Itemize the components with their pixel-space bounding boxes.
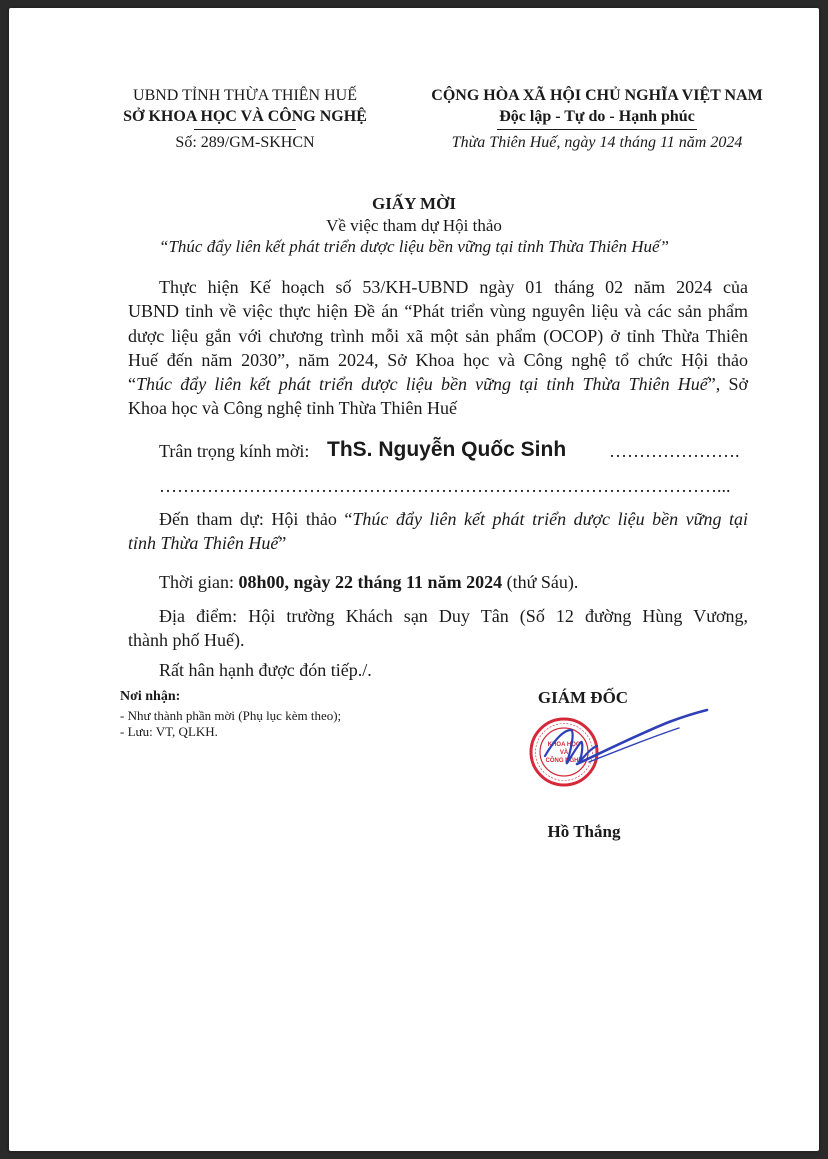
attend-topic-cont: tỉnh Thừa Thiên Huế bbox=[128, 533, 279, 554]
quote-open: “ bbox=[128, 374, 136, 395]
document-subtitle: Về việc tham dự Hội thảo bbox=[326, 216, 502, 235]
motto-underline bbox=[497, 129, 697, 130]
agency-name: SỞ KHOA HỌC VÀ CÔNG NGHỆ bbox=[123, 108, 367, 125]
signer-name: Hồ Thắng bbox=[547, 822, 621, 841]
recipients-label: Nơi nhận: bbox=[120, 689, 181, 704]
document-page bbox=[9, 8, 819, 1151]
venue-line: thành phố Huế). bbox=[128, 630, 245, 651]
intro-paragraph bbox=[128, 275, 748, 421]
recipient-item: - Như thành phần mời (Phụ lục kèm theo); bbox=[120, 708, 342, 723]
recipient-item: - Lưu: VT, QLKH. bbox=[120, 724, 218, 739]
agency-parent: UBND TỈNH THỪA THIÊN HUẾ bbox=[133, 87, 357, 104]
attend-topic: Thúc đẩy liên kết phát triển dược liệu bền vững tại bbox=[352, 509, 748, 529]
seal-text-bottom: CÔNG NGHỆ bbox=[545, 758, 583, 764]
intro-line-topic bbox=[128, 372, 748, 396]
attend-paragraph bbox=[128, 507, 748, 556]
document-number: Số: 289/GM-SKHCN bbox=[175, 134, 315, 151]
attend-label: Đến tham dự: Hội thảo “ bbox=[159, 509, 353, 529]
national-motto: Độc lập - Tự do - Hạnh phúc bbox=[499, 108, 695, 125]
intro-line: Huế đến năm 2030”, năm 2024, Sở Khoa học và Công nghệ tổ chức Hội thảo bbox=[128, 349, 748, 370]
invite-dots-line2: …………………………………………………………………………………... bbox=[159, 476, 731, 496]
seal-and-signature bbox=[519, 700, 719, 800]
time-suffix: (thứ Sáu). bbox=[502, 572, 579, 592]
seal-text-top: KHOA HỌC bbox=[547, 742, 581, 748]
workshop-topic: “Thúc đẩy liên kết phát triển dược liệu bền vững tại tỉnh Thừa Thiên Huế” bbox=[159, 237, 669, 256]
country-name: CỘNG HÒA XÃ HỘI CHỦ NGHĨA VIỆT NAM bbox=[431, 87, 763, 104]
time-line bbox=[159, 572, 578, 593]
intro-line: Khoa học và Công nghệ tỉnh Thừa Thiên Huế bbox=[128, 398, 458, 419]
place-date: Thừa Thiên Huế, ngày 14 tháng 11 năm 2024 bbox=[451, 134, 743, 151]
topic-italic: Thúc đẩy liên kết phát triển dược liệu bền vững tại tỉnh Thừa Thiên Huế bbox=[136, 374, 708, 395]
quote-close: ”, Sở bbox=[707, 374, 748, 395]
seal-text-mid: VÀ bbox=[559, 750, 569, 756]
invitee-name: ThS. Nguyễn Quốc Sinh bbox=[327, 438, 567, 461]
document-title: GIẤY MỜI bbox=[372, 194, 456, 213]
signer-position: GIÁM ĐỐC bbox=[537, 688, 629, 707]
invite-dots: …………………. bbox=[609, 441, 740, 461]
venue-paragraph bbox=[128, 604, 748, 653]
attend-line bbox=[128, 507, 748, 531]
invite-label: Trân trọng kính mời: bbox=[159, 441, 310, 461]
quote-close: ” bbox=[278, 533, 287, 554]
closing-line: Rất hân hạnh được đón tiếp./. bbox=[159, 660, 372, 680]
time-value: 08h00, ngày 22 tháng 11 năm 2024 bbox=[238, 572, 503, 592]
intro-line: dược liệu gắn với chương trình mỗi xã một sản phẩm (OCOP) ở tỉnh Thừa Thiên bbox=[128, 325, 748, 346]
agency-underline bbox=[194, 129, 296, 130]
venue-line: Địa điểm: Hội trường Khách sạn Duy Tân (Số 12 đường Hùng Vương, bbox=[159, 606, 748, 626]
intro-line: UBND tỉnh về việc thực hiện Đề án “Phát triển vùng nguyên liệu và các sản phẩm bbox=[128, 301, 748, 322]
attend-line bbox=[128, 531, 748, 555]
time-label: Thời gian: bbox=[159, 572, 239, 592]
intro-line: Thực hiện Kế hoạch số 53/KH-UBND ngày 01 tháng 02 năm 2024 của bbox=[159, 277, 748, 297]
